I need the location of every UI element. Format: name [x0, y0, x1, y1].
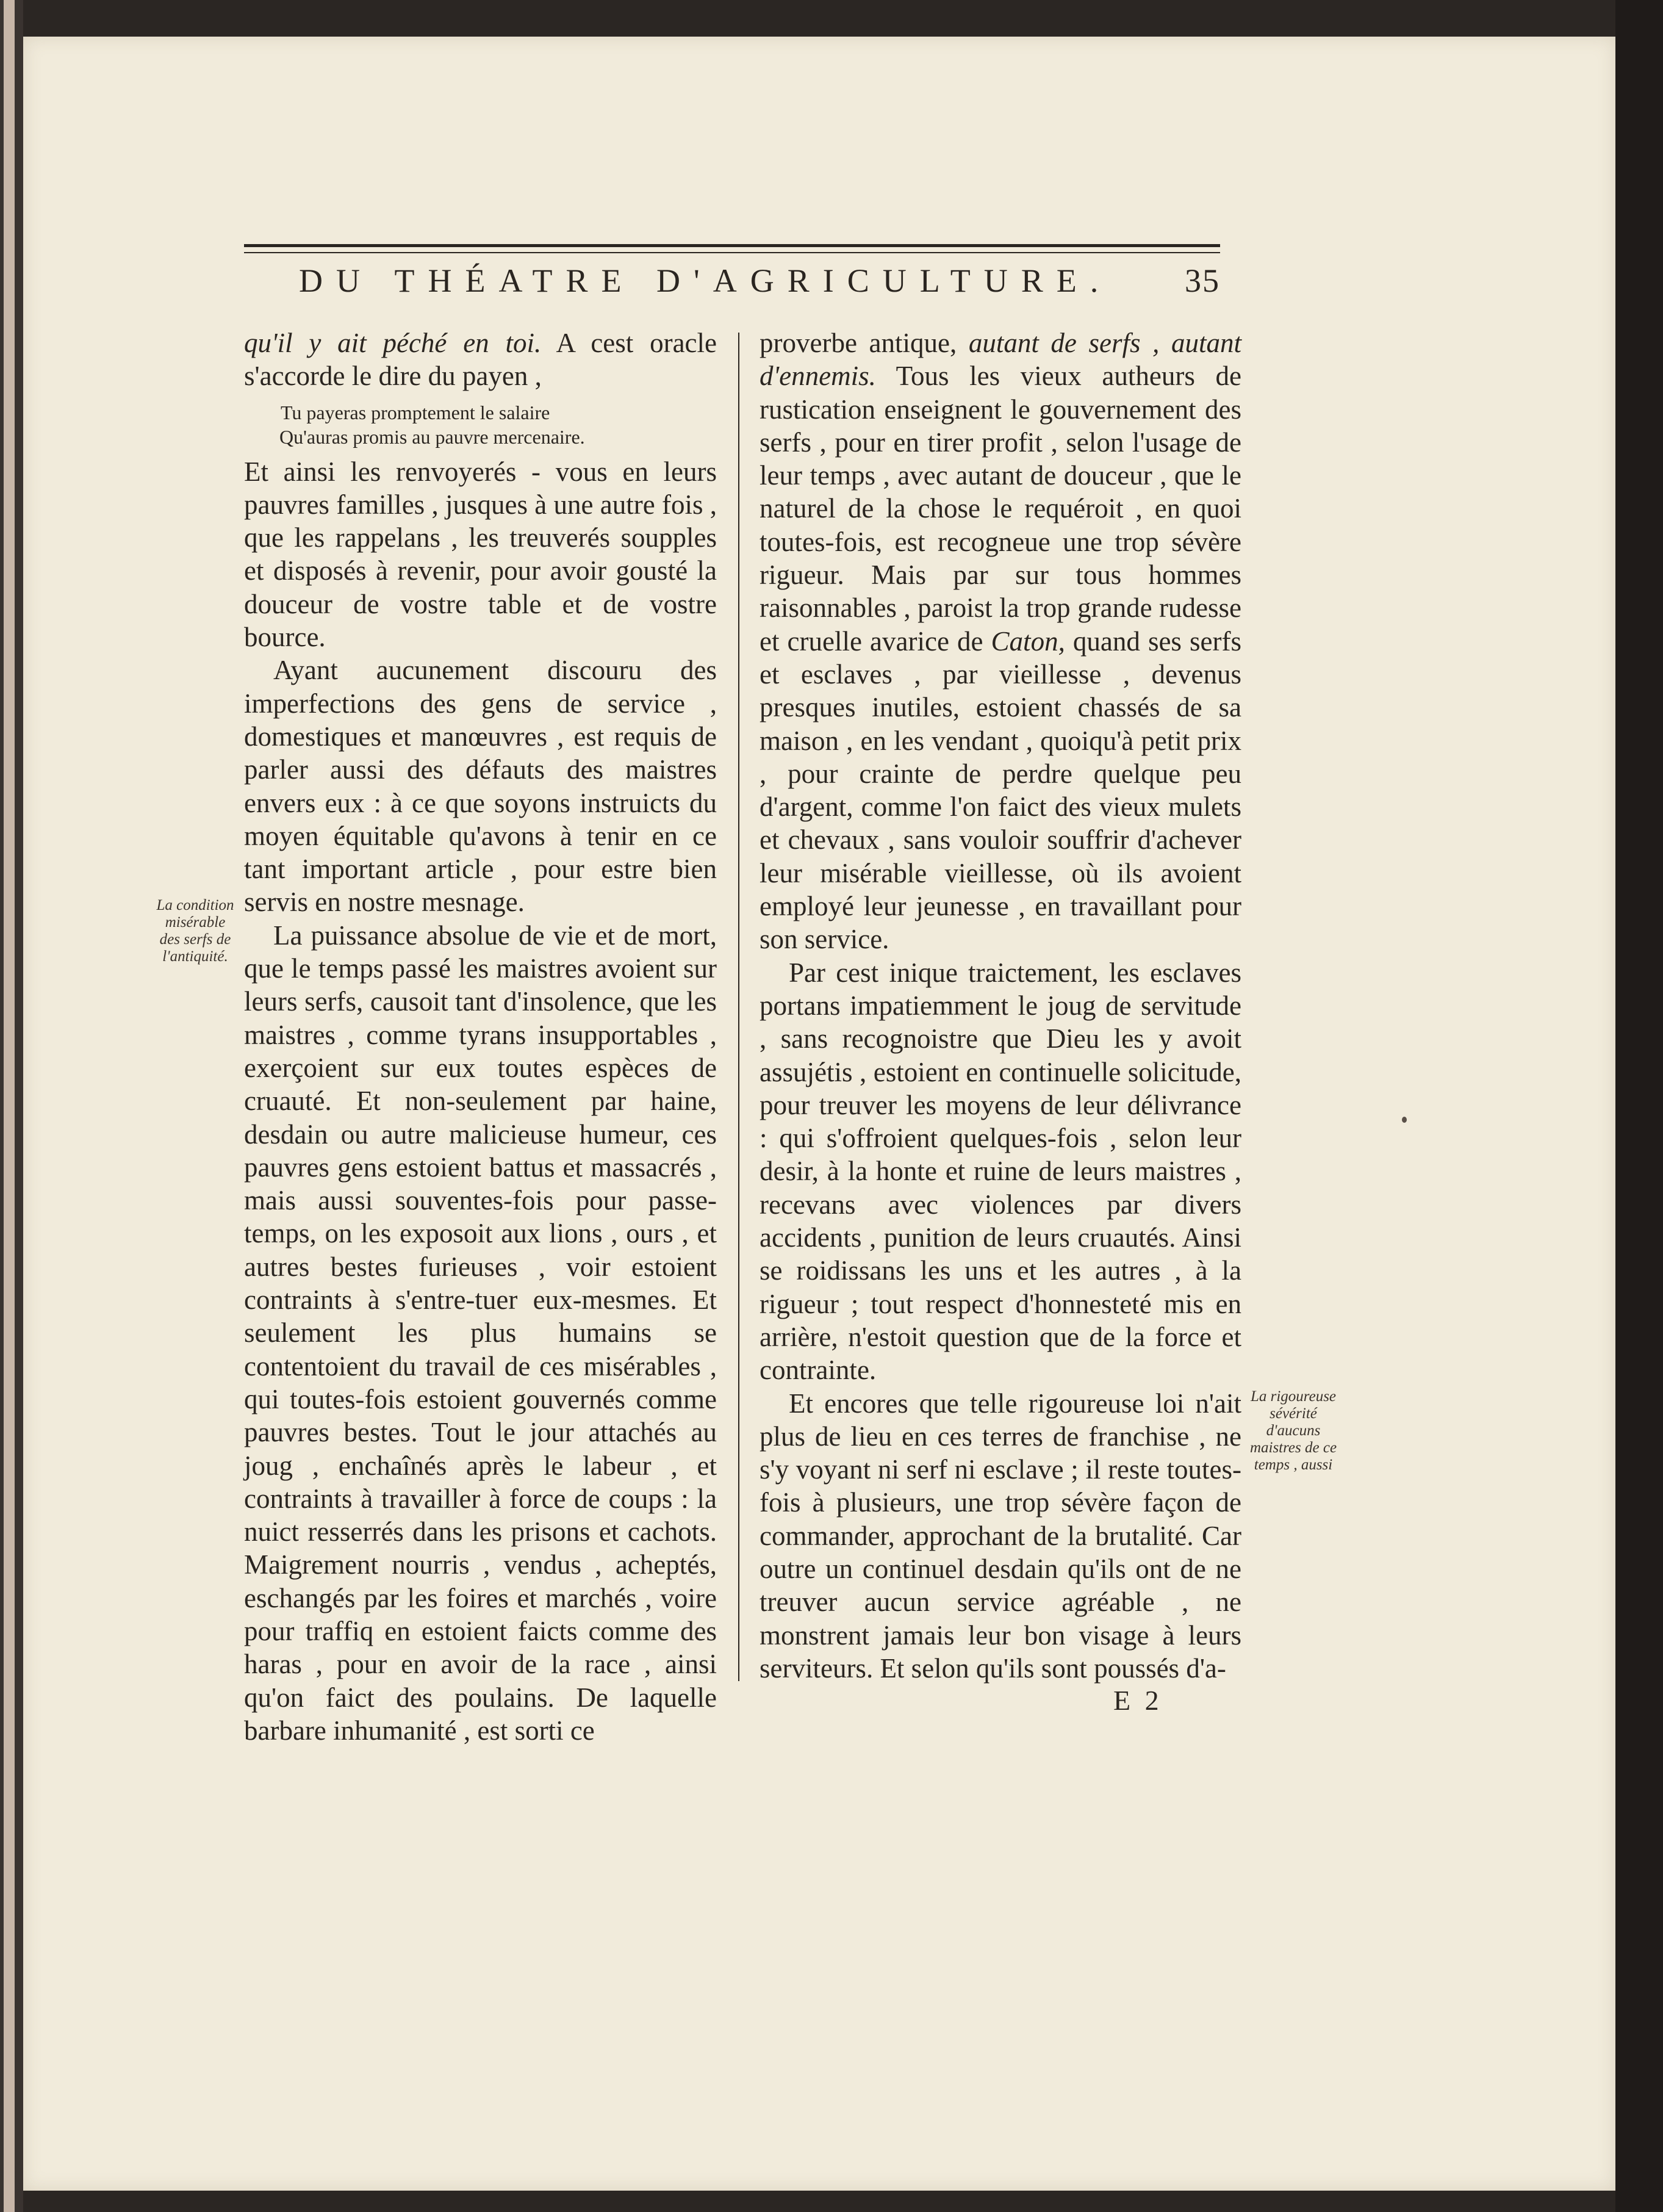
- italic-name: Caton,: [991, 625, 1065, 657]
- background-edge: [1615, 0, 1663, 2212]
- paragraph-text: quand ses serfs et esclaves , par vieillesse , devenus presques inutiles, estoient chassés de sa maison , en les vendant , quoiqu'à petit prix , pour crainte de perdre quelque peu d'argent, comme l'on faict des vieux mulets et chevaux , sans vouloir souffrir d'achever leur misérable vieillesse, où ils avoient employé leur jeunesse , en travaillant pour son service.: [760, 625, 1241, 955]
- running-head: [244, 256, 1220, 305]
- paragraph-3: Ayant aucunement discouru des imperfections des gens de service , domestiques et manœuvres , est requis de parler aussi des défauts des maistres envers eux : à ce que soyons instruicts du moyen équitable qu'avons à tenir en ce tant important article , pour estre bien servis en nostre mesnage.: [244, 655, 717, 918]
- paragraph-text: A cest oracle s'accorde le dire du payen ,: [244, 328, 717, 392]
- italic-quote: qu'il y ait péché en toi.: [244, 328, 542, 358]
- paragraph-text: Tous les vieux autheurs de rustication enseignent le gouvernement des serfs , pour en tirer profit , selon l'usage de leur temps , avec autant de douceur , que le naturel de la chose le requéroit , en quoi toutes-fois, est recogneue une trop sévère rigueur. Mais par sur tous hommes raisonnables , paroist la trop grande rudesse et cruelle avarice de: [760, 361, 1241, 657]
- paper-speck: [1402, 1117, 1407, 1123]
- paragraph-4: La puissance absolue de vie et de mort, que le temps passé les maistres avoient sur leurs serfs, causoit tant d'insolence, que les maistres , comme tyrans insupportables , exerçoient sur eux toutes espèces de cruauté. Et non-seulement par haine, desdain ou autre malicieuse humeur, ces pauvres gens estoient battus et massacrés , mais aussi souventes-fois pour passe-temps, on les exposoit aux lions , ours , et autres bestes furieuses , voir estoient contraints à s'entre-tuer eux-mesmes. Et seulement les plus humains se contentoient du travail de ces misérables , qui toutes-fois estoient gouvernés comme pauvres bestes. Tout le jour attachés au joug , enchaînés après le labeur , et contraints à travailler à force de coups : la nuict resserrés dans les prisons et cachots. Maigrement nourris , vendus , acheptés, eschangés par les foires et marchés , voire pour traffiq en estoient faicts comme des haras , pour en avoir de la race , ainsi qu'on faict des poulains. De laquelle barbare inhumanité , est sorti ce: [244, 920, 717, 1746]
- binding-strip: [4, 0, 15, 2212]
- column-divider: [738, 333, 739, 1681]
- italic-proverb: autant de serfs , autant d'ennemis.: [760, 328, 1241, 392]
- header-rule-thin: [244, 252, 1220, 253]
- paragraph-1: [244, 326, 717, 393]
- paragraph-2: Et ainsi les renvoyerés - vous en leurs pauvres familles , jusques à une autre fois , que les rappelans , les treuverés soupples et disposés à revenir, pour avoir gousté la douceur de vostre table et de vostre bource.: [244, 456, 717, 653]
- verse-quote: [244, 400, 717, 449]
- margin-note-right: La rigoureuse sévérité d'aucuns maistres de ce temps , aussi: [1249, 1388, 1337, 1473]
- paragraph-text: proverbe antique,: [760, 328, 969, 358]
- running-title: DU THÉATRE D'AGRICULTURE.: [299, 262, 1112, 299]
- verse-line: Qu'auras promis au pauvre mercenaire.: [279, 425, 585, 448]
- header-rule-thick: [244, 244, 1220, 247]
- verse-line: Tu payeras promptement le salaire: [281, 401, 550, 423]
- left-column: [244, 326, 717, 1747]
- paragraph-7: Et encores que telle rigoureuse loi n'ait plus de lieu en ces terres de franchise , ne s'y voyant ni serf ni esclave ; il reste toutes-fois à plusieurs, une trop sévère façon de commander, approchant de la brutalité. Car outre un continuel desdain qu'ils ont de ne treuver aucun service agréable , ne monstrent jamais leur bon visage à leurs serviteurs. Et selon qu'ils sont poussés d'a-: [760, 1388, 1241, 1684]
- page-number: 35: [1185, 262, 1220, 299]
- margin-note-left: La condition misérable des serfs de l'antiquité.: [156, 897, 234, 965]
- right-column: [760, 326, 1241, 1685]
- paragraph-5: [760, 326, 1241, 956]
- paragraph-6: Par cest inique traictement, les esclaves portans impatiemment le joug de servitude , sans recognoistre que Dieu les y avoit assujétis , estoient en continuelle solicitude, pour treuver les moyens de leur délivrance : qui s'offroient quelques-fois , selon leur desir, à la honte et ruine de leurs maistres , recevans avec violences par divers accidents , punition de leurs cruautés. Ainsi se roidissans les uns et les autres , à la rigueur ; tout respect d'honnesteté mis en arrière, n'estoit question que de la force et contrainte.: [760, 957, 1241, 1386]
- signature-mark: E 2: [1113, 1685, 1163, 1716]
